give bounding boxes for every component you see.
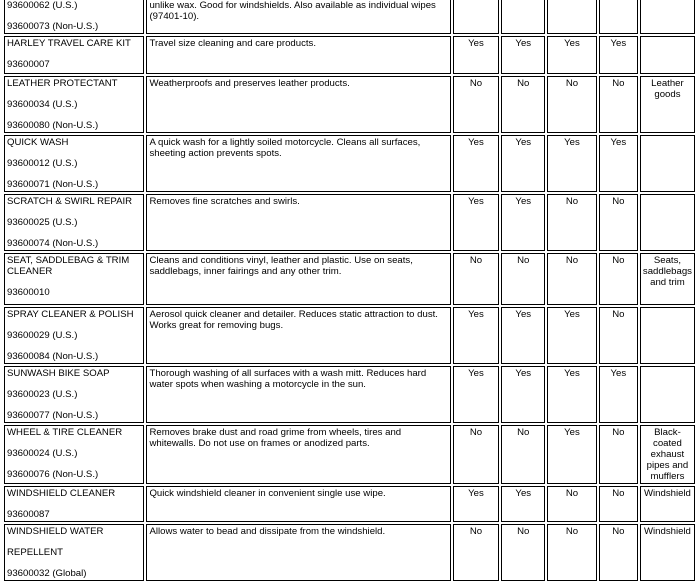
- compatibility-value: No: [517, 78, 530, 89]
- product-name-line: 93600025 (U.S.): [7, 217, 78, 228]
- product-name-line: 93600071 (Non-U.S.): [7, 179, 99, 190]
- line-gap: [7, 89, 141, 99]
- product-name-line: 93600077 (Non-U.S.): [7, 410, 99, 421]
- compatibility-value: No: [612, 78, 625, 89]
- line-gap: [7, 438, 141, 448]
- usage-note-cell: [640, 135, 695, 192]
- compatibility-cell: [501, 194, 545, 251]
- compatibility-cell: [501, 486, 545, 522]
- compatibility-cell: [501, 135, 545, 192]
- compatibility-cell: [501, 366, 545, 423]
- line-gap: [7, 558, 141, 568]
- compatibility-value: No: [517, 427, 530, 438]
- compatibility-cell: [453, 425, 500, 484]
- compatibility-cell: [453, 36, 500, 74]
- product-name-line: 93600084 (Non-U.S.): [7, 351, 99, 362]
- line-gap: [7, 11, 141, 21]
- usage-note-cell: [640, 76, 695, 133]
- compatibility-cell: [453, 366, 500, 423]
- line-gap: [7, 400, 141, 410]
- product-name-line: REPELLENT: [7, 547, 63, 558]
- line-gap: [7, 459, 141, 469]
- compatibility-value: Yes: [564, 137, 580, 148]
- compatibility-value: No: [565, 196, 579, 207]
- compatibility-cell: [453, 307, 500, 364]
- usage-note-cell: [640, 307, 695, 364]
- compatibility-value: Yes: [468, 38, 484, 49]
- table-row: [4, 135, 695, 192]
- product-name-cell: [4, 194, 144, 251]
- product-name-line: 93600074 (Non-U.S.): [7, 238, 99, 249]
- line-gap: [7, 341, 141, 351]
- product-name-cell: [4, 76, 144, 133]
- description-text: A quick wash for a lightly soiled motorcycle. Cleans all surfaces, sheeting action prevents spots.: [149, 137, 421, 159]
- compatibility-value: No: [612, 526, 625, 537]
- product-name-line: 93600012 (U.S.): [7, 158, 78, 169]
- product-name-line: QUICK WASH: [7, 137, 69, 148]
- compatibility-cell: [599, 524, 638, 581]
- compatibility-value: No: [565, 488, 579, 499]
- compatibility-value: Yes: [515, 488, 532, 499]
- table-row: [4, 36, 695, 74]
- description-cell: [146, 425, 450, 484]
- compatibility-value: No: [565, 78, 579, 89]
- compatibility-value: No: [565, 526, 579, 537]
- product-name-cell: [4, 307, 144, 364]
- product-name-cell: [4, 486, 144, 522]
- usage-note-cell: [640, 194, 695, 251]
- line-gap: [7, 320, 141, 330]
- product-compatibility-table: [2, 0, 697, 583]
- usage-note-text: Black-coated exhaust pipes and mufflers: [646, 427, 689, 482]
- usage-note-cell: [640, 486, 695, 522]
- table-row: [4, 194, 695, 251]
- line-gap: [7, 169, 141, 179]
- product-name-line: 93600080 (Non-U.S.): [7, 120, 99, 131]
- line-gap: [7, 148, 141, 158]
- description-text: Quick windshield cleaner in convenient single use wipe.: [149, 488, 386, 499]
- product-name-line: 93600073 (Non-U.S.): [7, 21, 99, 32]
- compatibility-cell: [547, 194, 597, 251]
- product-name-line: SUNWASH BIKE SOAP: [7, 368, 110, 379]
- compatibility-cell: [501, 0, 545, 34]
- compatibility-cell: [501, 307, 545, 364]
- compatibility-cell: [599, 76, 638, 133]
- product-name-line: WINDSHIELD WATER: [7, 526, 104, 537]
- product-name-line: WINDSHIELD CLEANER: [7, 488, 116, 499]
- description-text: unlike wax. Good for windshields. Also available as individual wipes (97401-10).: [149, 0, 436, 22]
- description-cell: [146, 486, 450, 522]
- product-name-line: LEATHER PROTECTANT: [7, 78, 118, 89]
- compatibility-cell: [453, 486, 500, 522]
- compatibility-cell: [599, 425, 638, 484]
- description-text: Thorough washing of all surfaces with a wash mitt. Reduces hard water spots when washing a motorcycle in the sun.: [149, 368, 427, 390]
- usage-note-cell: [640, 524, 695, 581]
- compatibility-value: Yes: [515, 309, 532, 320]
- description-cell: [146, 76, 450, 133]
- description-text: Allows water to bead and dissipate from the windshield.: [149, 526, 386, 537]
- table-row: [4, 486, 695, 522]
- compatibility-cell: [547, 76, 597, 133]
- compatibility-value: No: [469, 255, 483, 266]
- line-gap: [7, 49, 141, 59]
- description-text: Removes fine scratches and swirls.: [149, 196, 300, 207]
- compatibility-value: No: [612, 196, 625, 207]
- product-name-cell: [4, 0, 144, 34]
- compatibility-cell: [547, 425, 597, 484]
- product-name-line: SCRATCH & SWIRL REPAIR: [7, 196, 133, 207]
- line-gap: [7, 228, 141, 238]
- compatibility-value: Yes: [515, 38, 532, 49]
- compatibility-cell: [501, 425, 545, 484]
- table-row: [4, 253, 695, 305]
- usage-note-text: Windshield: [643, 488, 691, 499]
- description-text: Aerosol quick cleaner and detailer. Reduces static attraction to dust. Works great for removing bugs.: [149, 309, 438, 331]
- compatibility-value: Yes: [564, 427, 580, 438]
- compatibility-value: No: [517, 255, 530, 266]
- product-name-line: SEAT, SADDLEBAG & TRIM CLEANER: [7, 255, 130, 277]
- compatibility-cell: [547, 524, 597, 581]
- table-row: [4, 524, 695, 581]
- description-text: Removes brake dust and road grime from wheels, tires and whitewalls. Do not use on frames or anodized parts.: [149, 427, 402, 449]
- compatibility-value: No: [612, 255, 625, 266]
- compatibility-cell: [599, 366, 638, 423]
- product-name-line: HARLEY TRAVEL CARE KIT: [7, 38, 131, 49]
- compatibility-cell: [547, 307, 597, 364]
- compatibility-cell: [501, 36, 545, 74]
- description-cell: [146, 0, 450, 34]
- description-cell: [146, 253, 450, 305]
- compatibility-value: Yes: [515, 368, 532, 379]
- description-cell: [146, 524, 450, 581]
- usage-note-text: Seats, saddlebags and trim: [642, 255, 692, 288]
- compatibility-value: Yes: [468, 488, 484, 499]
- compatibility-cell: [501, 76, 545, 133]
- product-name-line: 93600007: [7, 59, 50, 70]
- line-gap: [7, 207, 141, 217]
- compatibility-value: No: [612, 309, 625, 320]
- compatibility-value: Yes: [564, 309, 580, 320]
- compatibility-cell: [599, 135, 638, 192]
- line-gap: [7, 499, 141, 509]
- compatibility-cell: [599, 0, 638, 34]
- table-row: [4, 76, 695, 133]
- compatibility-cell: [453, 524, 500, 581]
- compatibility-value: Yes: [515, 137, 532, 148]
- compatibility-value: Yes: [564, 368, 580, 379]
- compatibility-cell: [453, 253, 500, 305]
- product-name-line: 93600023 (U.S.): [7, 389, 78, 400]
- compatibility-value: Yes: [610, 38, 627, 49]
- description-cell: [146, 194, 450, 251]
- usage-note-cell: [640, 425, 695, 484]
- compatibility-value: No: [469, 526, 483, 537]
- product-name-line: 93600024 (U.S.): [7, 448, 78, 459]
- table-row: [4, 425, 695, 484]
- line-gap: [7, 379, 141, 389]
- compatibility-value: Yes: [515, 196, 532, 207]
- compatibility-cell: [547, 366, 597, 423]
- usage-note-cell: [640, 366, 695, 423]
- compatibility-cell: [453, 194, 500, 251]
- table-row: [4, 0, 695, 34]
- product-name-line: SPRAY CLEANER & POLISH: [7, 309, 134, 320]
- product-name-line: 93600029 (U.S.): [7, 330, 78, 341]
- compatibility-value: No: [612, 488, 625, 499]
- compatibility-cell: [547, 135, 597, 192]
- product-name-line: 93600032 (Global): [7, 568, 87, 579]
- table-body: [4, 0, 695, 581]
- product-name-line: 93600087: [7, 509, 50, 520]
- usage-note-text: Windshield: [643, 526, 691, 537]
- compatibility-value: Yes: [468, 368, 484, 379]
- compatibility-cell: [599, 194, 638, 251]
- compatibility-cell: [547, 253, 597, 305]
- usage-note-cell: [640, 36, 695, 74]
- description-cell: [146, 307, 450, 364]
- product-name-line: WHEEL & TIRE CLEANER: [7, 427, 123, 438]
- compatibility-value: Yes: [468, 309, 484, 320]
- line-gap: [7, 110, 141, 120]
- compatibility-value: Yes: [468, 196, 484, 207]
- product-name-line: 93600034 (U.S.): [7, 99, 78, 110]
- compatibility-cell: [501, 253, 545, 305]
- description-text: Weatherproofs and preserves leather products.: [149, 78, 350, 89]
- product-name-cell: [4, 135, 144, 192]
- compatibility-value: Yes: [610, 137, 627, 148]
- product-name-cell: [4, 425, 144, 484]
- line-gap: [7, 277, 141, 287]
- description-cell: [146, 366, 450, 423]
- compatibility-value: No: [517, 526, 530, 537]
- usage-note-cell: [640, 0, 695, 34]
- description-cell: [146, 36, 450, 74]
- compatibility-cell: [599, 36, 638, 74]
- product-name-line: 93600010: [7, 287, 50, 298]
- compatibility-cell: [501, 524, 545, 581]
- compatibility-value: Yes: [468, 137, 484, 148]
- usage-note-cell: [640, 253, 695, 305]
- compatibility-cell: [599, 486, 638, 522]
- description-text: Cleans and conditions vinyl, leather and plastic. Use on seats, saddlebags, inner fairings and any other trim.: [149, 255, 413, 277]
- compatibility-value: Yes: [564, 38, 580, 49]
- description-cell: [146, 135, 450, 192]
- compatibility-value: No: [565, 255, 579, 266]
- compatibility-cell: [547, 486, 597, 522]
- compatibility-value: Yes: [610, 368, 627, 379]
- compatibility-cell: [599, 253, 638, 305]
- product-name-line: 93600076 (Non-U.S.): [7, 469, 99, 480]
- compatibility-value: No: [469, 78, 483, 89]
- compatibility-cell: [453, 135, 500, 192]
- product-name-line: 93600062 (U.S.): [7, 0, 78, 11]
- compatibility-cell: [599, 307, 638, 364]
- line-gap: [7, 537, 141, 547]
- compatibility-cell: [453, 76, 500, 133]
- description-text: Travel size cleaning and care products.: [149, 38, 317, 49]
- compatibility-cell: [453, 0, 500, 34]
- compatibility-value: No: [469, 427, 483, 438]
- product-name-cell: [4, 366, 144, 423]
- compatibility-value: No: [612, 427, 625, 438]
- table-row: [4, 366, 695, 423]
- usage-note-text: Leather goods: [651, 78, 684, 100]
- product-name-cell: [4, 36, 144, 74]
- product-name-cell: [4, 253, 144, 305]
- table-row: [4, 307, 695, 364]
- product-name-cell: [4, 524, 144, 581]
- compatibility-cell: [547, 36, 597, 74]
- compatibility-cell: [547, 0, 597, 34]
